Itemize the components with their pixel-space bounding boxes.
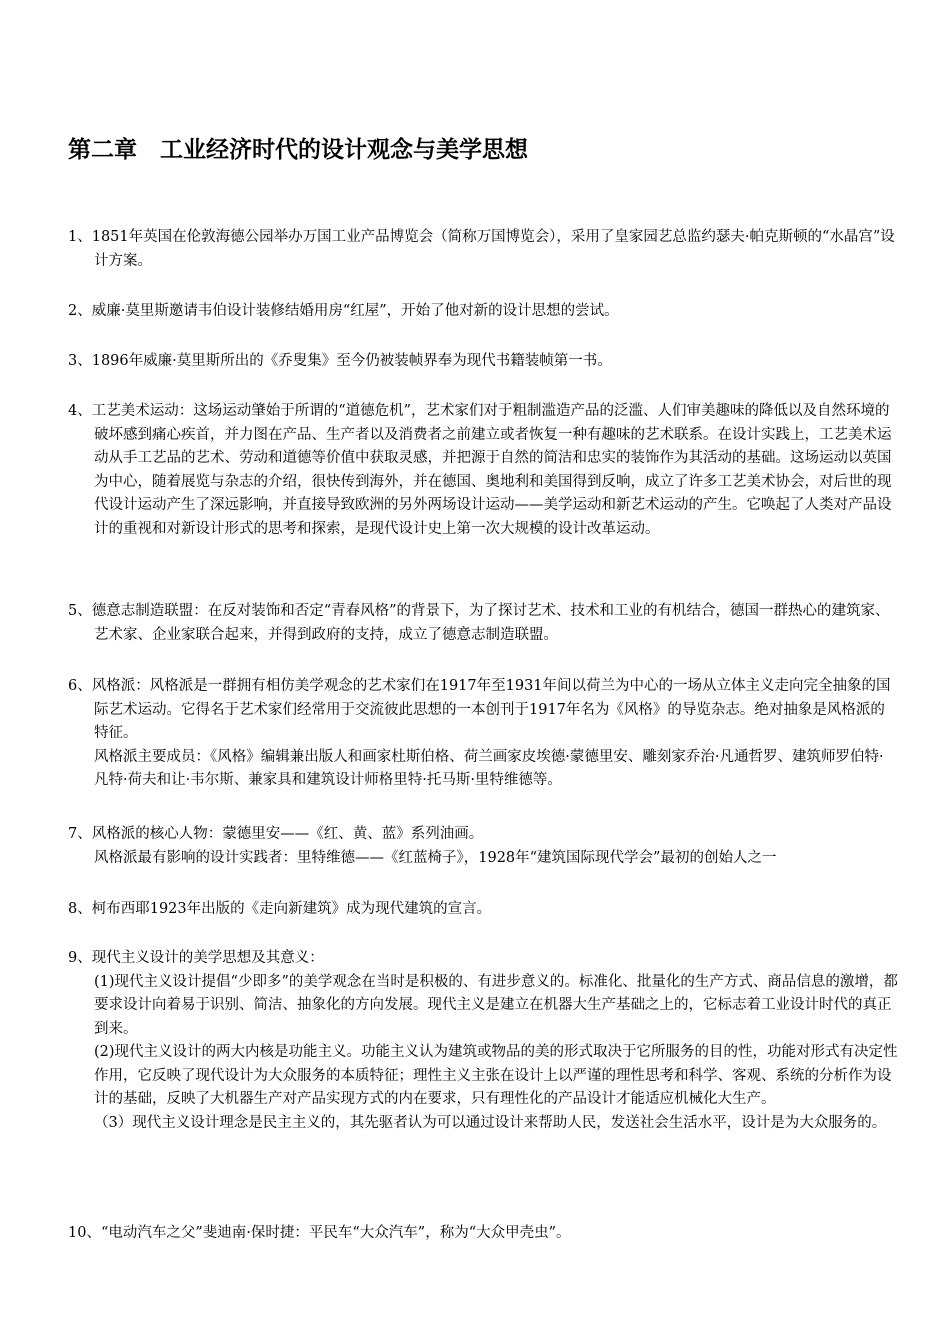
item-text: 8、柯布西耶1923年出版的《走向新建筑》成为现代建筑的宣言。 xyxy=(68,901,492,917)
item-text: 3、1896年威廉·莫里斯所出的《乔叟集》至今仍被装帧界奉为现代书籍装帧第一书。 xyxy=(68,353,612,369)
item-subtext: （3）现代主义设计理念是民主主义的，其先驱者认为可以通过设计来帮助人民，发送社会生活水平，设计是为大众服务的。 xyxy=(94,1114,887,1131)
list-item xyxy=(68,898,898,922)
item-text: 1、1851年英国在伦敦海德公园举办万国工业产品博览会（简称万国博览会），采用了皇家园艺总监约瑟夫·帕克斯顿的“水晶宫”设计方案。 xyxy=(68,229,895,269)
item-subtext: (2)现代主义设计的两大内核是功能主义。功能主义认为建筑或物品的美的形式取决于它所服务的目的性，功能对形式有决定性作用，它反映了现代设计为大众服务的本质特征；理性主义主张在设计上以严谨的理性思考和科学、客观、系统的分析作为设计的基础，反映了大机器生产对产品实现方式的内在要求，只有理性化的产品设计才能适应机械化大生产。 xyxy=(94,1044,898,1107)
item-subtext: 风格派最有影响的设计实践者：里特维德——《红蓝椅子》，1928年“建筑国际现代学会”最初的创始人之一 xyxy=(94,849,777,866)
item-text: 5、德意志制造联盟：在反对装饰和否定“青春风格”的背景下，为了探讨艺术、技术和工业的有机结合，德国一群热心的建筑家、艺术家、企业家联合起来，并得到政府的支持，成立了德意志制造联盟。 xyxy=(68,603,890,643)
list-item xyxy=(68,226,898,273)
list-item xyxy=(68,1222,898,1246)
item-text: 9、现代主义设计的美学思想及其意义： xyxy=(68,950,324,966)
chapter-title: 第二章 工业经济时代的设计观念与美学思想 xyxy=(68,137,528,163)
list-item xyxy=(68,675,898,793)
item-text: 4、工艺美术运动：这场运动肇始于所谓的“道德危机”，艺术家们对于粗制滥造产品的泛滥、人们审美趣味的降低以及自然环境的破坏感到痛心疾首，并力图在产品、生产者以及消费者之前建立或者恢复一种有趣味的艺术联系。在设计实践上，工艺美术运动从手工艺品的艺术、劳动和道德等价值中获取灵感，并把源于自然的简洁和忠实的装饰作为其活动的基础。这场运动以英国为中心，随着展览与杂志的介绍，很快传到海外，并在德国、奥地利和美国得到反响，成立了许多工艺美术协会，对后世的现代设计运动产生了深远影响，并直接导致欧洲的另外两场设计运动——美学运动和新艺术运动的产生。它唤起了人类对产品设计的重视和对新设计形式的思考和探索，是现代设计史上第一次大规模的设计改革运动。 xyxy=(68,403,892,537)
item-text: 6、风格派：风格派是一群拥有相仿美学观念的艺术家们在1917年至1931年间以荷兰为中心的一场从立体主义走向完全抽象的国际艺术运动。它得名于艺术家们经常用于交流彼此思想的一本创刊于1917年名为《风格》的导览杂志。绝对抽象是风格派的特征。 xyxy=(68,678,891,741)
list-item xyxy=(68,947,898,1135)
item-text: 7、风格派的核心人物：蒙德里安——《红、黄、蓝》系列油画。 xyxy=(68,826,484,842)
list-item xyxy=(68,600,898,647)
item-subtext: 风格派主要成员：《风格》编辑兼出版人和画家杜斯伯格、荷兰画家皮埃德·蒙德里安、雕刻家乔治·凡通哲罗、建筑师罗伯特·凡特·荷夫和让·韦尔斯、兼家具和建筑设计师格里特·托马斯·里特维德等。 xyxy=(94,748,884,788)
list-item xyxy=(68,823,898,870)
item-text: 2、威廉·莫里斯邀请韦伯设计装修结婚用房“红屋”，开始了他对新的设计思想的尝试。 xyxy=(68,303,619,319)
list-item xyxy=(68,350,898,374)
item-subtext: (1)现代主义设计提倡“少即多”的美学观念在当时是积极的、有进步意义的。标准化、批量化的生产方式、商品信息的激增，都要求设计向着易于识别、简洁、抽象化的方向发展。现代主义是建立在机器大生产基础之上的，它标志着工业设计时代的真正到来。 xyxy=(94,973,898,1037)
item-text: 10、“电动汽车之父”斐迪南·保时捷：平民车“大众汽车”，称为“大众甲壳虫”。 xyxy=(68,1225,571,1241)
list-item xyxy=(68,400,898,541)
list-item xyxy=(68,300,898,324)
